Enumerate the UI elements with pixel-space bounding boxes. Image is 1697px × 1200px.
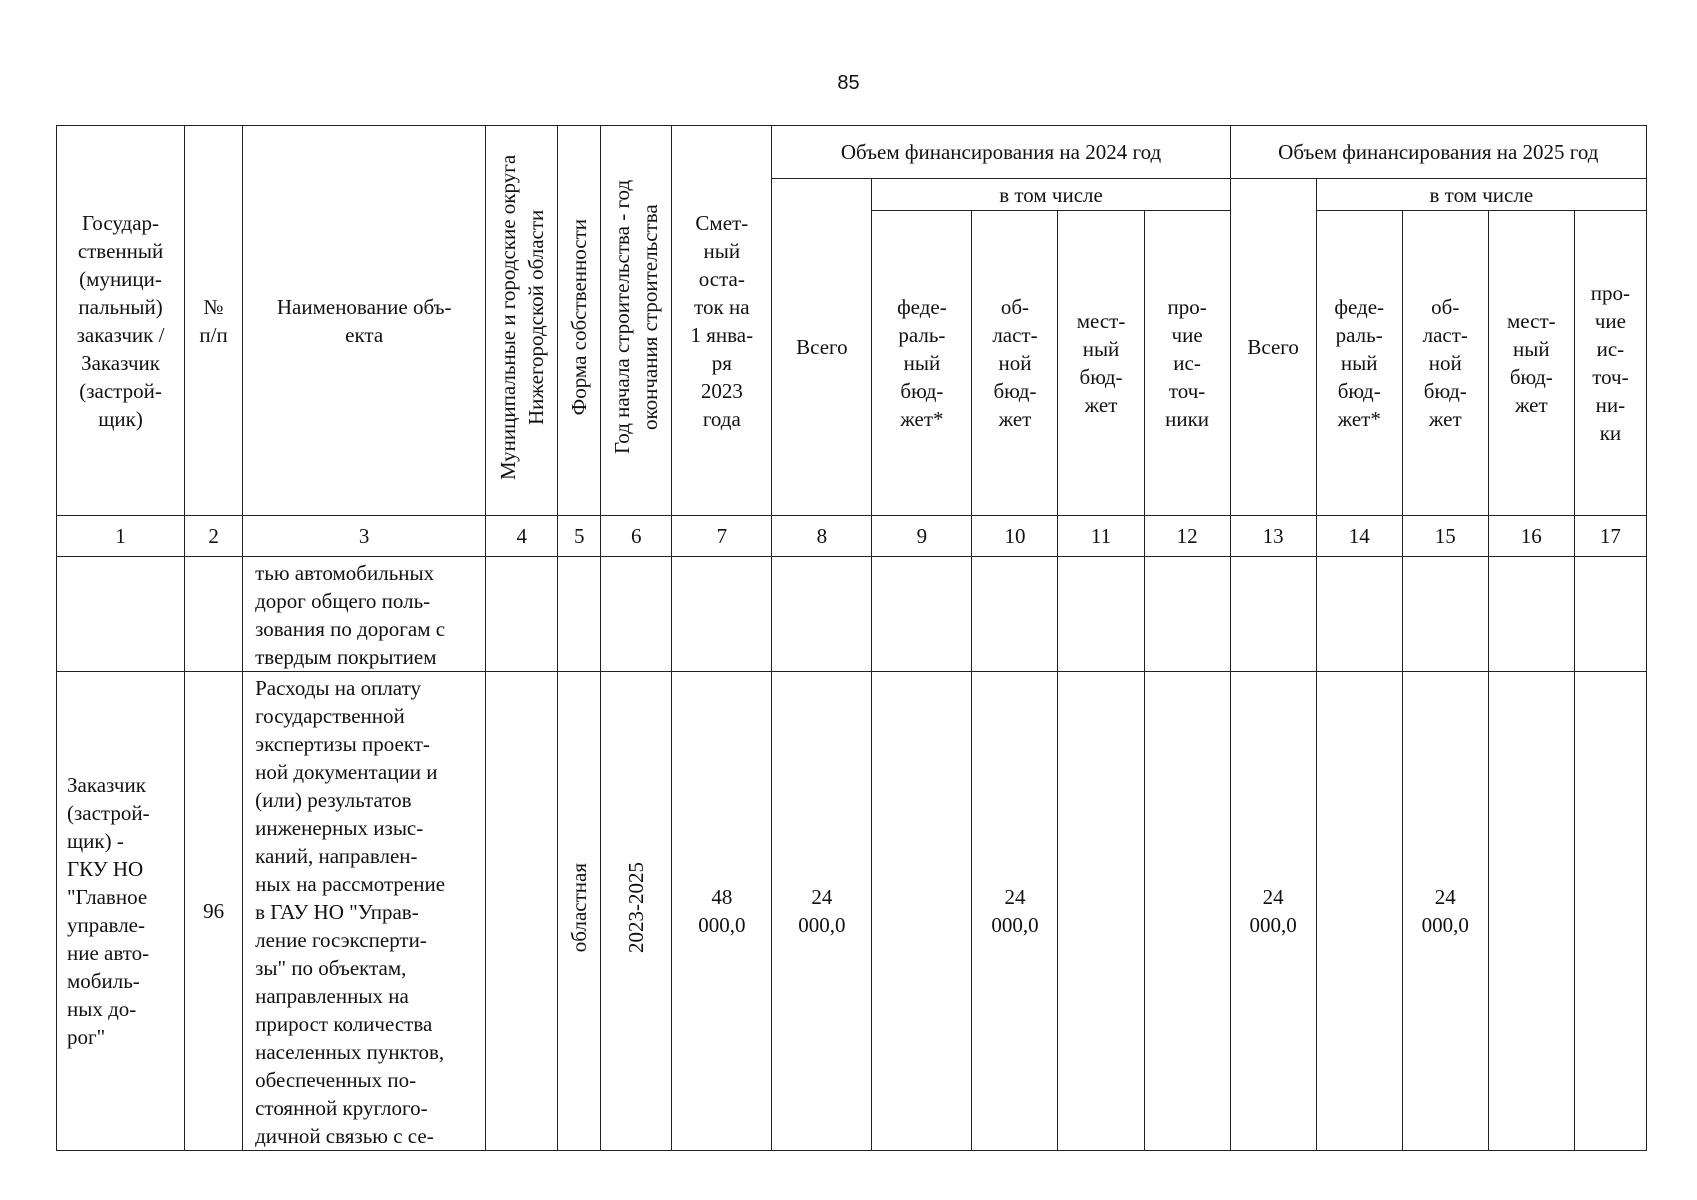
cell-customer: Заказчик (застрой- щик) - ГКУ НО "Главное управле- ние авто- мобиль- ных до- рог" bbox=[57, 672, 185, 1151]
column-number: 10 bbox=[972, 516, 1058, 557]
cell-customer bbox=[57, 557, 185, 672]
header-ownership bbox=[558, 126, 601, 516]
header-regional-2024: об- ласт- ной бюд- жет bbox=[972, 211, 1058, 516]
header-object-name: Наименование объ- екта bbox=[243, 126, 486, 516]
column-number: 14 bbox=[1316, 516, 1402, 557]
column-number: 5 bbox=[558, 516, 601, 557]
cell-years bbox=[601, 672, 672, 1151]
cell-ownership bbox=[558, 557, 601, 672]
cell-balance: 48 000,0 bbox=[672, 672, 772, 1151]
header-district bbox=[486, 126, 558, 516]
cell-other-2025 bbox=[1574, 672, 1646, 1151]
cell-district bbox=[486, 557, 558, 672]
column-number: 7 bbox=[672, 516, 772, 557]
financing-table bbox=[56, 125, 1647, 1151]
table-row bbox=[57, 672, 1647, 1151]
header-estimated-balance: Смет- ный оста- ток на 1 янва- ря 2023 года bbox=[672, 126, 772, 516]
cell-balance bbox=[672, 557, 772, 672]
cell-object-name: тью автомобильных дорог общего поль- зования по дорогам с твердым покрытием bbox=[243, 557, 486, 672]
header-local-2025: мест- ный бюд- жет bbox=[1488, 211, 1574, 516]
column-number: 2 bbox=[185, 516, 243, 557]
header-other-2024: про- чие ис- точ- ники bbox=[1144, 211, 1230, 516]
cell-regional-2024: 24 000,0 bbox=[972, 672, 1058, 1151]
cell-years-text: 2023-2025 bbox=[624, 862, 649, 953]
cell-ownership bbox=[558, 672, 601, 1151]
header-federal-2025: феде- раль- ный бюд- жет* bbox=[1316, 211, 1402, 516]
header-total-2025: Всего bbox=[1230, 179, 1316, 516]
page-number: 85 bbox=[837, 72, 860, 94]
cell-federal-2025 bbox=[1316, 557, 1402, 672]
cell-regional-2025: 24 000,0 bbox=[1402, 672, 1488, 1151]
cell-other-2024 bbox=[1144, 672, 1230, 1151]
column-number: 9 bbox=[872, 516, 972, 557]
cell-years bbox=[601, 557, 672, 672]
column-number: 3 bbox=[243, 516, 486, 557]
header-funding-2024: Объем финансирования на 2024 год bbox=[772, 126, 1230, 179]
cell-federal-2024 bbox=[872, 672, 972, 1151]
column-number: 6 bbox=[601, 516, 672, 557]
cell-total-2025: 24 000,0 bbox=[1230, 672, 1316, 1151]
column-number: 1 bbox=[57, 516, 185, 557]
header-years bbox=[601, 126, 672, 516]
header-ownership-text: Форма собственности bbox=[567, 218, 592, 416]
column-number: 8 bbox=[772, 516, 872, 557]
cell-total-2024: 24 000,0 bbox=[772, 672, 872, 1151]
header-funding-2025: Объем финансирования на 2025 год bbox=[1230, 126, 1646, 179]
header-years-text: Год начала строительства - год окончания строительства bbox=[610, 179, 663, 455]
cell-total-2025 bbox=[1230, 557, 1316, 672]
cell-local-2024 bbox=[1058, 557, 1144, 672]
header-other-2025: про- чие ис- точ- ни- ки bbox=[1574, 211, 1646, 516]
column-number: 17 bbox=[1574, 516, 1646, 557]
cell-local-2025 bbox=[1488, 557, 1574, 672]
column-number: 13 bbox=[1230, 516, 1316, 557]
cell-regional-2024 bbox=[972, 557, 1058, 672]
cell-number: 96 bbox=[185, 672, 243, 1151]
header-regional-2025: об- ласт- ной бюд- жет bbox=[1402, 211, 1488, 516]
header-including-2024: в том числе bbox=[872, 179, 1230, 211]
cell-other-2025 bbox=[1574, 557, 1646, 672]
header-district-text: Муниципальные и городские округа Нижегородской области bbox=[495, 154, 548, 480]
column-number: 4 bbox=[486, 516, 558, 557]
cell-local-2025 bbox=[1488, 672, 1574, 1151]
header-number: № п/п bbox=[185, 126, 243, 516]
cell-district bbox=[486, 672, 558, 1151]
header-local-2024: мест- ный бюд- жет bbox=[1058, 211, 1144, 516]
cell-local-2024 bbox=[1058, 672, 1144, 1151]
header-including-2025: в том числе bbox=[1316, 179, 1646, 211]
cell-number bbox=[185, 557, 243, 672]
cell-other-2024 bbox=[1144, 557, 1230, 672]
header-row-1 bbox=[57, 126, 1647, 179]
column-number: 12 bbox=[1144, 516, 1230, 557]
table-row bbox=[57, 557, 1647, 672]
column-number: 11 bbox=[1058, 516, 1144, 557]
column-number: 16 bbox=[1488, 516, 1574, 557]
header-customer: Государ- ственный (муници- пальный) заказчик / Заказчик (застрой- щик) bbox=[57, 126, 185, 516]
cell-ownership-text: областная bbox=[567, 862, 592, 953]
cell-object-name: Расходы на оплату государственной экспертизы проект- ной документации и (или) результатов инженерных изыс- каний, направлен- ных на рассмотрение в ГАУ НО "Управ- ление госэксперти- зы" по объектам, направленных на прирост количества населенных пунктов, обеспеченных по- стоянной круглого- дичной связью с се- bbox=[243, 672, 486, 1151]
header-federal-2024: феде- раль- ный бюд- жет* bbox=[872, 211, 972, 516]
cell-total-2024 bbox=[772, 557, 872, 672]
cell-federal-2025 bbox=[1316, 672, 1402, 1151]
cell-regional-2025 bbox=[1402, 557, 1488, 672]
column-number-row bbox=[57, 516, 1647, 557]
column-number: 15 bbox=[1402, 516, 1488, 557]
header-total-2024: Всего bbox=[772, 179, 872, 516]
cell-federal-2024 bbox=[872, 557, 972, 672]
